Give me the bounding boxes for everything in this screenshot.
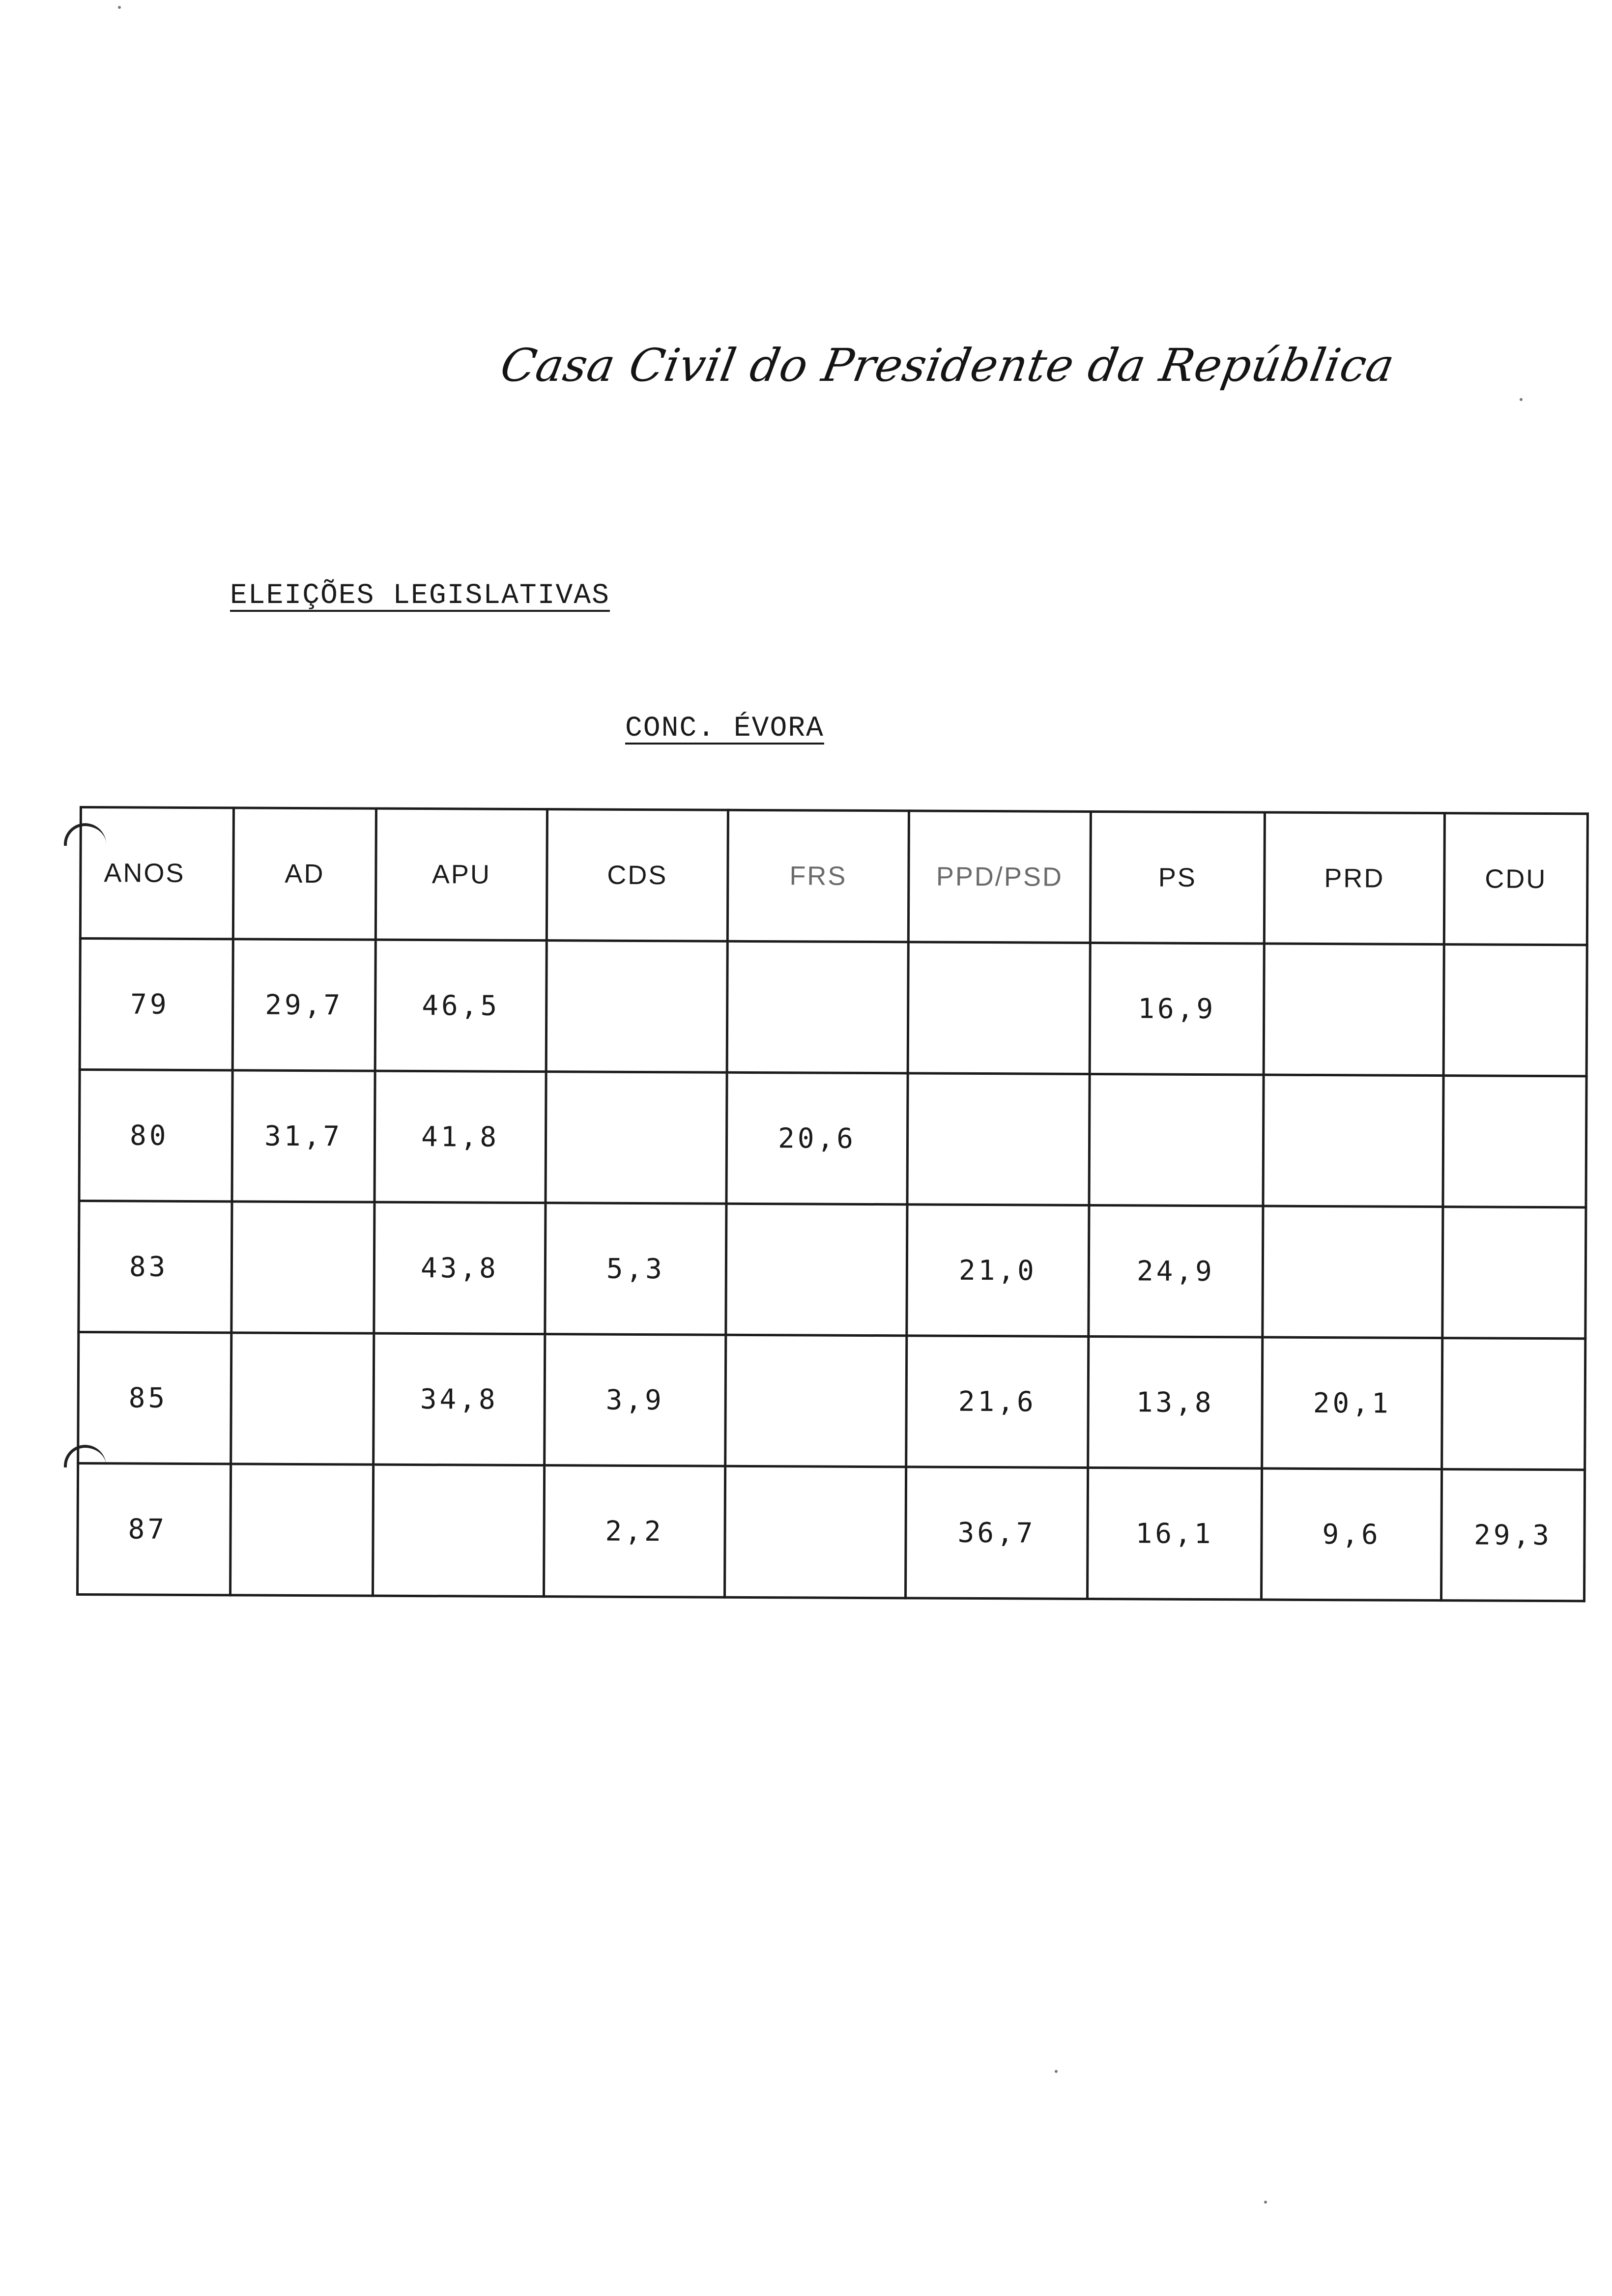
table-cell xyxy=(1263,1075,1443,1207)
year-cell: 79 xyxy=(80,939,233,1070)
document-title: ELEIÇÕES LEGISLATIVAS xyxy=(230,580,610,612)
paper-speck xyxy=(1055,2070,1058,2073)
table-cell xyxy=(1089,1074,1264,1206)
table-cell xyxy=(907,1073,1090,1205)
table-cell: 5,3 xyxy=(545,1203,726,1335)
table-cell: 20,1 xyxy=(1262,1337,1442,1469)
table-cell: 43,8 xyxy=(374,1202,546,1334)
year-cell: 85 xyxy=(78,1332,231,1464)
table-cell: 41,8 xyxy=(374,1071,546,1203)
table-cell: 29,7 xyxy=(232,939,375,1071)
column-header: PPD/PSD xyxy=(908,811,1091,943)
table-cell: 21,0 xyxy=(907,1205,1089,1337)
table-cell xyxy=(725,1335,907,1467)
table-header-row xyxy=(80,807,1587,945)
table-cell: 9,6 xyxy=(1261,1468,1441,1601)
table-cell xyxy=(1263,1206,1443,1338)
table-cell xyxy=(908,942,1090,1074)
table-row xyxy=(79,1201,1586,1339)
table-cell xyxy=(726,1204,907,1336)
column-header: ANOS xyxy=(80,807,233,939)
paper-speck xyxy=(1264,2201,1267,2204)
column-header: CDU xyxy=(1444,813,1587,945)
table-cell xyxy=(1442,1338,1585,1470)
table-cell: 46,5 xyxy=(375,940,547,1072)
column-header: CDS xyxy=(547,809,728,942)
table-cell: 31,7 xyxy=(232,1070,375,1202)
table-cell xyxy=(231,1202,374,1333)
paper-speck xyxy=(1520,398,1523,401)
column-header: APU xyxy=(375,808,547,941)
table-cell: 2,2 xyxy=(544,1465,725,1598)
election-results-table xyxy=(76,806,1589,1602)
table-cell xyxy=(724,1466,906,1598)
column-header: PS xyxy=(1090,811,1265,944)
table-cell: 36,7 xyxy=(905,1467,1088,1599)
year-cell: 87 xyxy=(77,1463,230,1595)
table-cell: 3,9 xyxy=(545,1334,726,1466)
table-cell: 29,3 xyxy=(1441,1469,1584,1601)
table-cell xyxy=(546,941,727,1073)
table-cell xyxy=(1442,1207,1586,1339)
table-cell xyxy=(1443,945,1587,1076)
table-cell xyxy=(727,941,908,1073)
table-cell xyxy=(231,1333,374,1464)
table-cell xyxy=(230,1464,373,1596)
column-header: PRD xyxy=(1264,812,1444,945)
table-cell xyxy=(1443,1076,1586,1207)
table-cell xyxy=(1264,944,1444,1076)
table-cell xyxy=(546,1072,727,1204)
year-cell: 83 xyxy=(79,1201,232,1333)
table-cell: 21,6 xyxy=(906,1336,1089,1468)
table-cell: 13,8 xyxy=(1088,1336,1263,1468)
letterhead: Casa Civil do Presidente da República xyxy=(496,339,1399,392)
year-cell: 80 xyxy=(79,1070,232,1202)
table-cell: 34,8 xyxy=(374,1333,545,1465)
table-cell: 24,9 xyxy=(1089,1205,1263,1337)
table-row xyxy=(79,1070,1586,1207)
table-row xyxy=(77,1463,1584,1601)
paper-speck xyxy=(118,6,121,9)
column-header: FRS xyxy=(727,810,909,942)
table-cell xyxy=(373,1464,544,1597)
table-row xyxy=(80,939,1587,1076)
table-cell: 16,9 xyxy=(1090,943,1264,1075)
column-header: AD xyxy=(233,808,376,940)
table-cell: 20,6 xyxy=(726,1072,908,1205)
table-row xyxy=(78,1332,1585,1470)
table-cell: 16,1 xyxy=(1087,1467,1262,1600)
document-subtitle: CONC. ÉVORA xyxy=(625,713,824,745)
